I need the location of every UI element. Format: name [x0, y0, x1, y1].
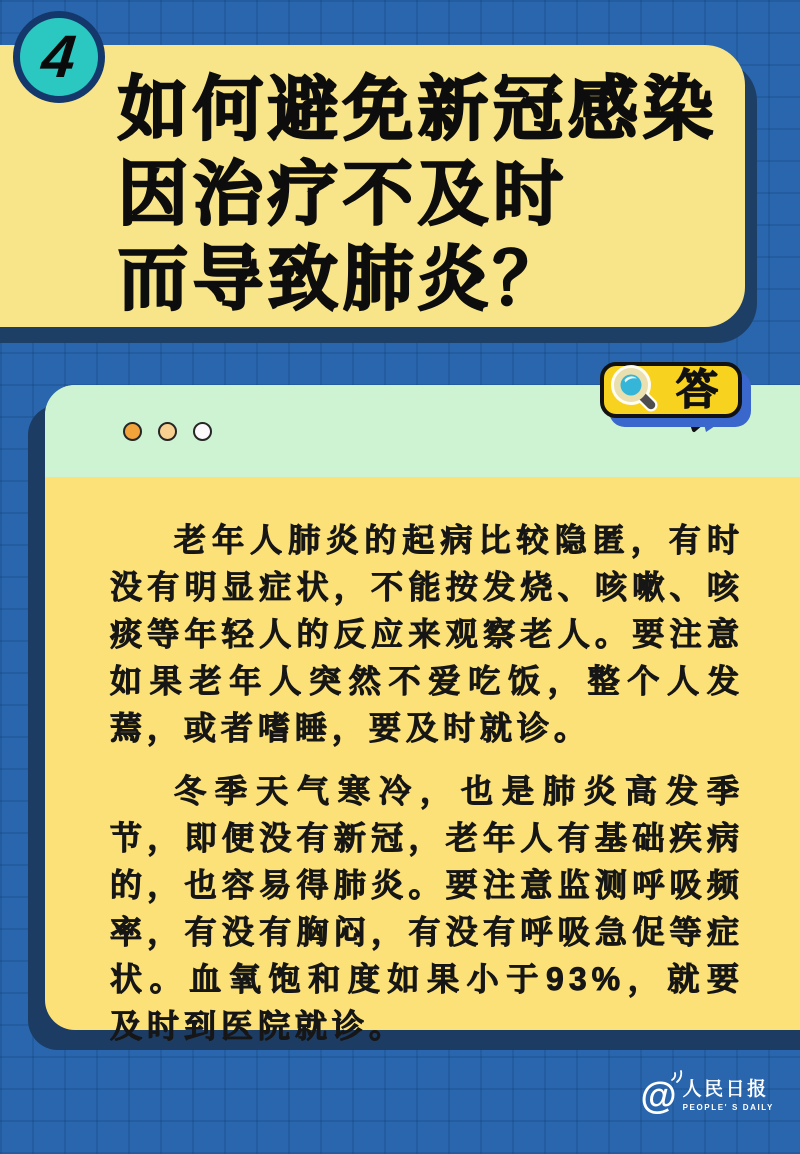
logo-chinese-name: 人民日报	[682, 1078, 769, 1100]
window-dot-orange	[123, 422, 142, 441]
magnifier-search-icon	[610, 365, 662, 415]
peoples-daily-logo	[641, 1077, 775, 1114]
title-line-2: 因治疗不及时	[118, 155, 568, 233]
logo-english-name: PEOPLE' S DAILY	[682, 1102, 774, 1112]
window-dot-white	[193, 422, 212, 441]
window-dot-light-orange	[158, 422, 177, 441]
title-card	[0, 45, 745, 327]
title-line-1: 如何避免新冠感染	[118, 70, 718, 148]
page-title	[0, 45, 745, 322]
title-line-3: 而导致肺炎？	[118, 240, 568, 318]
step-number-badge	[13, 11, 105, 103]
sound-waves-icon	[669, 1069, 683, 1083]
answer-badge	[600, 362, 742, 418]
answer-paragraph-1: 老年人肺炎的起病比较隐匿，有时没有明显症状，不能按发烧、咳嗽、咳痰等年轻人的反应来观察老人。要注意如果老年人突然不爱吃饭，整个人发蔫，或者嗜睡，要及时就诊。	[110, 522, 744, 746]
at-megaphone-icon: @	[641, 1077, 677, 1114]
step-number: 4	[38, 23, 80, 90]
answer-bubble	[600, 362, 742, 418]
answer-text	[45, 477, 800, 1050]
answer-card	[45, 385, 800, 1044]
answer-paragraph-2: 冬季天气寒冷，也是肺炎高发季节，即便没有新冠，老年人有基础疾病的，也容易得肺炎。要注意监测呼吸频率，有没有胸闷，有没有呼吸急促等症状。血氧饱和度如果小于93%，就要及时到医院就诊。	[110, 773, 744, 1044]
answer-label: 答	[676, 366, 719, 413]
